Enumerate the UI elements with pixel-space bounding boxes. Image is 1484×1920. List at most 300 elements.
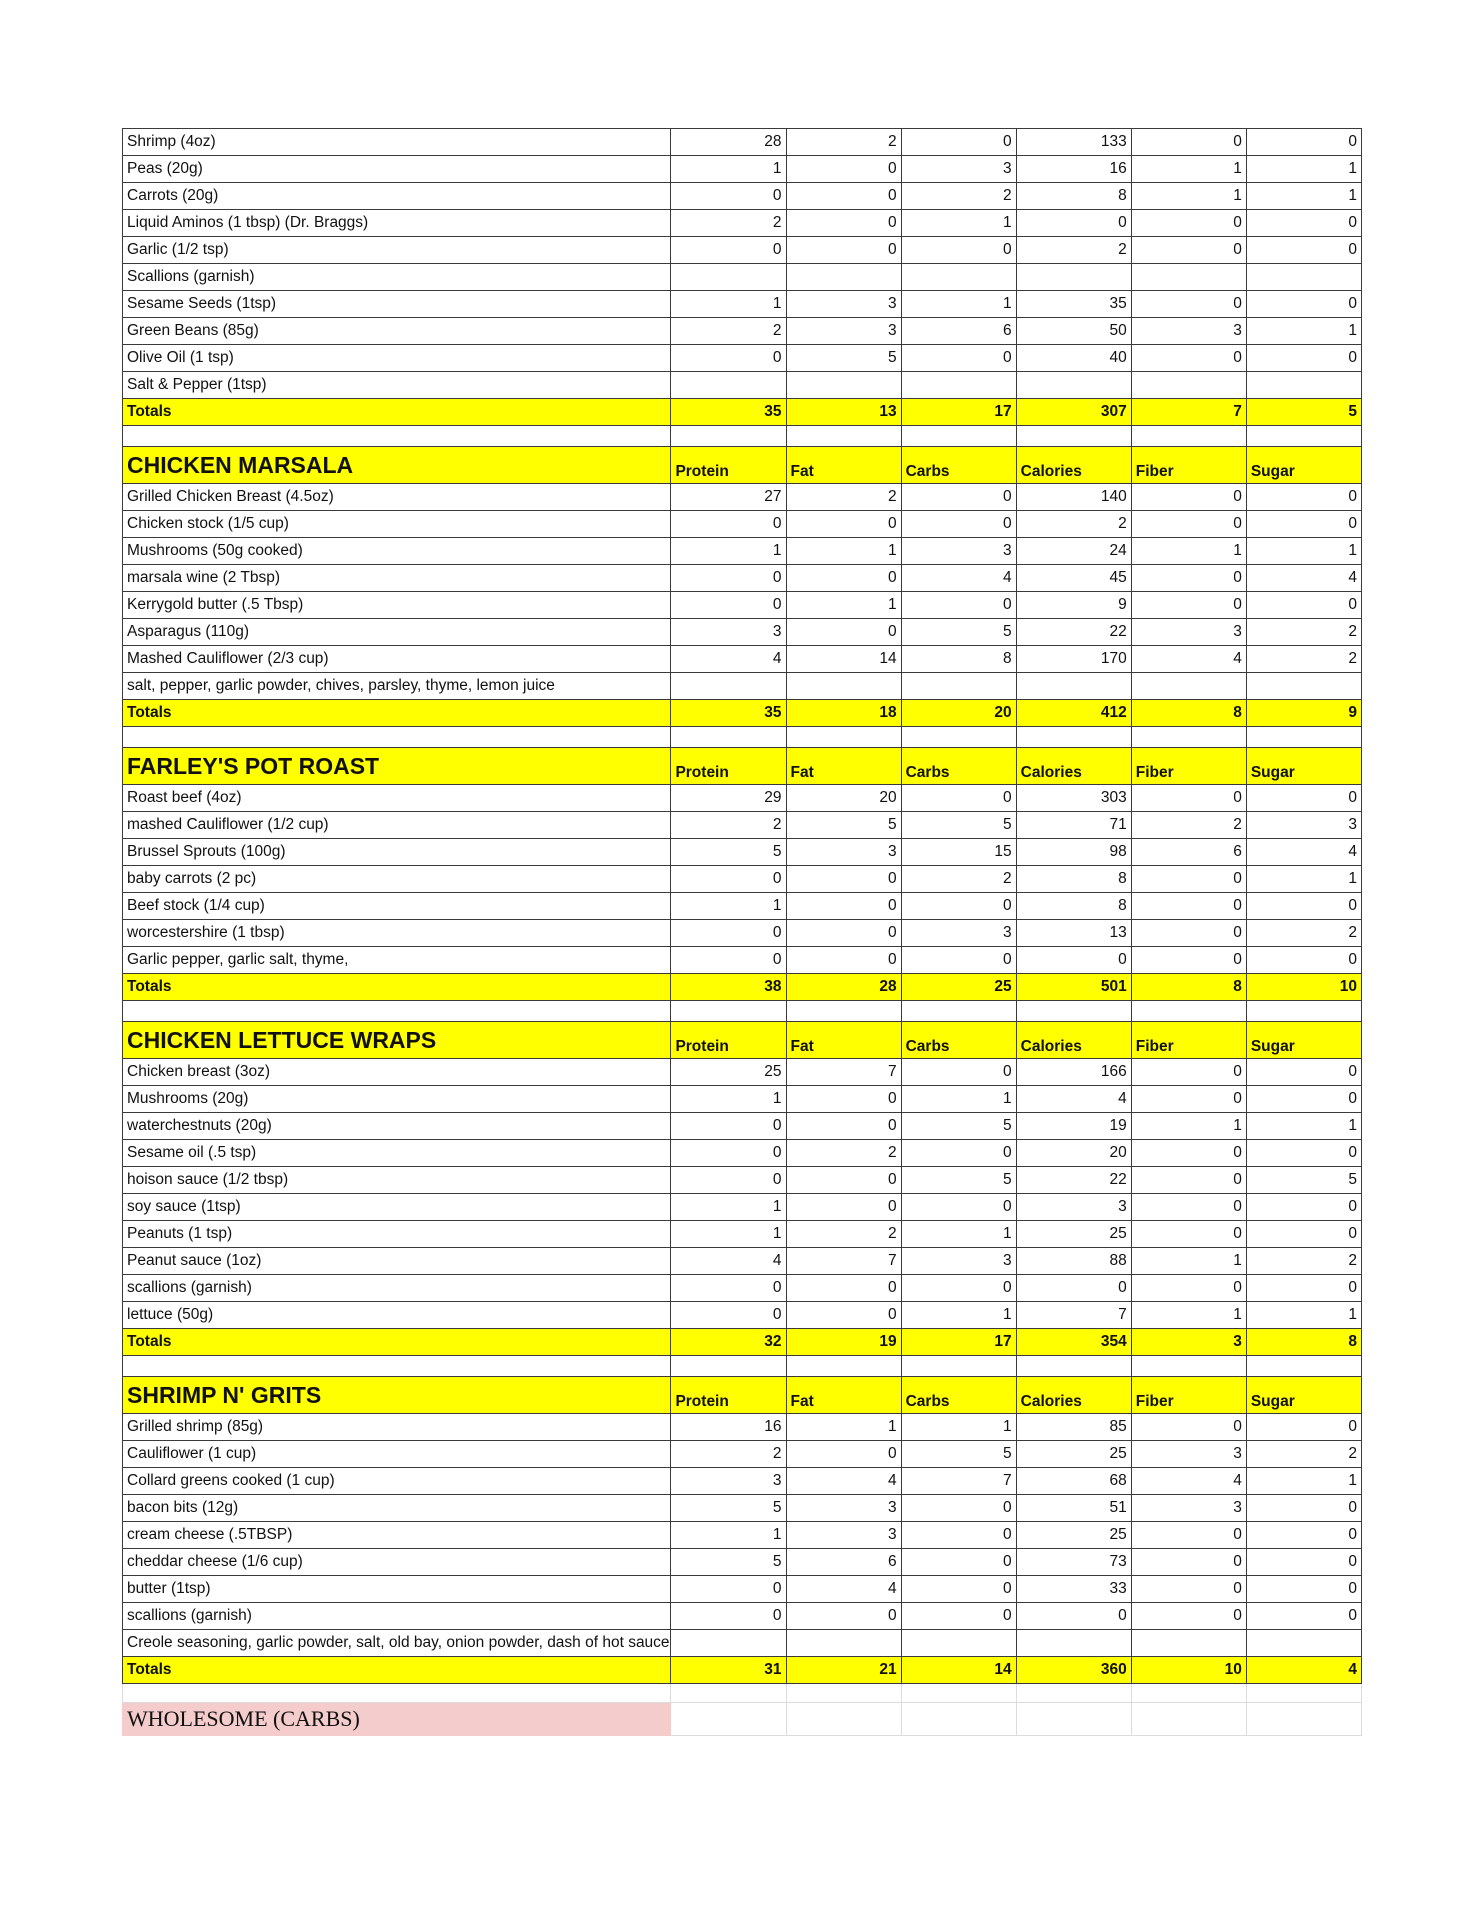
value-cell-sugar[interactable]: 1 — [1246, 183, 1361, 210]
value-cell-fiber[interactable]: 1 — [1131, 183, 1246, 210]
value-cell-sugar[interactable]: 0 — [1246, 1495, 1361, 1522]
value-cell-protein[interactable]: 29 — [671, 785, 786, 812]
column-header-fiber[interactable]: Fiber — [1131, 1377, 1246, 1414]
value-cell-carbs[interactable] — [901, 673, 1016, 700]
value-cell-carbs[interactable]: 0 — [901, 1059, 1016, 1086]
value-cell-fat[interactable]: 0 — [786, 156, 901, 183]
column-header-protein[interactable]: Protein — [671, 1377, 786, 1414]
ingredient-cell[interactable]: Garlic (1/2 tsp) — [123, 237, 671, 264]
value-cell-carbs[interactable]: 8 — [901, 646, 1016, 673]
total-cell-sugar[interactable]: 10 — [1246, 974, 1361, 1001]
value-cell-protein[interactable]: 0 — [671, 1140, 786, 1167]
ingredient-cell[interactable]: Brussel Sprouts (100g) — [123, 839, 671, 866]
value-cell-calories[interactable]: 40 — [1016, 345, 1131, 372]
value-cell-carbs[interactable]: 1 — [901, 1414, 1016, 1441]
value-cell-protein[interactable]: 0 — [671, 1167, 786, 1194]
value-cell-protein[interactable]: 5 — [671, 1495, 786, 1522]
column-header-calories[interactable]: Calories — [1016, 1022, 1131, 1059]
value-cell-calories[interactable]: 25 — [1016, 1441, 1131, 1468]
value-cell-protein[interactable] — [671, 1630, 786, 1657]
value-cell-fiber[interactable]: 0 — [1131, 1059, 1246, 1086]
value-cell-protein[interactable]: 1 — [671, 1522, 786, 1549]
empty-cell[interactable] — [786, 426, 901, 447]
empty-cell[interactable] — [1131, 1703, 1246, 1736]
empty-cell[interactable] — [786, 727, 901, 748]
ingredient-cell[interactable]: Asparagus (110g) — [123, 619, 671, 646]
value-cell-calories[interactable]: 0 — [1016, 1275, 1131, 1302]
value-cell-fiber[interactable]: 0 — [1131, 1414, 1246, 1441]
column-header-fiber[interactable]: Fiber — [1131, 748, 1246, 785]
value-cell-protein[interactable]: 0 — [671, 920, 786, 947]
total-cell-fat[interactable]: 28 — [786, 974, 901, 1001]
ingredient-cell[interactable]: cream cheese (.5TBSP) — [123, 1522, 671, 1549]
value-cell-sugar[interactable]: 0 — [1246, 484, 1361, 511]
value-cell-sugar[interactable]: 0 — [1246, 511, 1361, 538]
empty-cell[interactable] — [1246, 1001, 1361, 1022]
value-cell-calories[interactable]: 133 — [1016, 129, 1131, 156]
empty-cell[interactable] — [671, 727, 786, 748]
value-cell-carbs[interactable]: 0 — [901, 893, 1016, 920]
ingredient-cell[interactable]: Garlic pepper, garlic salt, thyme, — [123, 947, 671, 974]
total-cell-fiber[interactable]: 3 — [1131, 1329, 1246, 1356]
value-cell-protein[interactable]: 3 — [671, 619, 786, 646]
total-cell-fat[interactable]: 18 — [786, 700, 901, 727]
empty-cell[interactable] — [1246, 1684, 1361, 1703]
value-cell-carbs[interactable]: 1 — [901, 1302, 1016, 1329]
value-cell-sugar[interactable]: 2 — [1246, 646, 1361, 673]
value-cell-protein[interactable]: 0 — [671, 565, 786, 592]
value-cell-calories[interactable]: 140 — [1016, 484, 1131, 511]
empty-cell[interactable] — [1246, 727, 1361, 748]
value-cell-carbs[interactable]: 7 — [901, 1468, 1016, 1495]
value-cell-sugar[interactable]: 4 — [1246, 839, 1361, 866]
total-cell-carbs[interactable]: 14 — [901, 1657, 1016, 1684]
ingredient-cell[interactable]: butter (1tsp) — [123, 1576, 671, 1603]
value-cell-sugar[interactable]: 0 — [1246, 1059, 1361, 1086]
value-cell-fiber[interactable]: 4 — [1131, 1468, 1246, 1495]
value-cell-fiber[interactable]: 4 — [1131, 646, 1246, 673]
value-cell-fiber[interactable]: 0 — [1131, 592, 1246, 619]
value-cell-protein[interactable]: 2 — [671, 1441, 786, 1468]
value-cell-fiber[interactable]: 1 — [1131, 538, 1246, 565]
totals-label[interactable]: Totals — [123, 399, 671, 426]
value-cell-protein[interactable]: 1 — [671, 893, 786, 920]
value-cell-fiber[interactable]: 1 — [1131, 156, 1246, 183]
column-header-fat[interactable]: Fat — [786, 748, 901, 785]
value-cell-carbs[interactable]: 1 — [901, 1221, 1016, 1248]
ingredient-cell[interactable]: Liquid Aminos (1 tbsp) (Dr. Braggs) — [123, 210, 671, 237]
value-cell-protein[interactable]: 1 — [671, 1221, 786, 1248]
value-cell-protein[interactable]: 5 — [671, 839, 786, 866]
value-cell-carbs[interactable]: 0 — [901, 1495, 1016, 1522]
category-label[interactable]: WHOLESOME (CARBS) — [123, 1703, 671, 1736]
value-cell-fiber[interactable]: 0 — [1131, 1140, 1246, 1167]
value-cell-fiber[interactable] — [1131, 372, 1246, 399]
value-cell-calories[interactable]: 35 — [1016, 291, 1131, 318]
column-header-protein[interactable]: Protein — [671, 748, 786, 785]
value-cell-calories[interactable] — [1016, 673, 1131, 700]
value-cell-carbs[interactable]: 0 — [901, 1576, 1016, 1603]
total-cell-sugar[interactable]: 9 — [1246, 700, 1361, 727]
value-cell-sugar[interactable]: 0 — [1246, 947, 1361, 974]
value-cell-calories[interactable]: 0 — [1016, 210, 1131, 237]
value-cell-sugar[interactable]: 3 — [1246, 812, 1361, 839]
value-cell-sugar[interactable]: 2 — [1246, 619, 1361, 646]
value-cell-carbs[interactable]: 2 — [901, 183, 1016, 210]
value-cell-protein[interactable]: 1 — [671, 156, 786, 183]
value-cell-protein[interactable]: 0 — [671, 1603, 786, 1630]
value-cell-carbs[interactable]: 0 — [901, 484, 1016, 511]
value-cell-fiber[interactable]: 0 — [1131, 129, 1246, 156]
value-cell-protein[interactable]: 25 — [671, 1059, 786, 1086]
value-cell-calories[interactable]: 73 — [1016, 1549, 1131, 1576]
value-cell-fat[interactable]: 4 — [786, 1468, 901, 1495]
value-cell-carbs[interactable]: 0 — [901, 129, 1016, 156]
value-cell-fiber[interactable]: 0 — [1131, 237, 1246, 264]
empty-cell[interactable] — [123, 1001, 671, 1022]
value-cell-protein[interactable]: 5 — [671, 1549, 786, 1576]
value-cell-fiber[interactable]: 0 — [1131, 1576, 1246, 1603]
value-cell-sugar[interactable]: 1 — [1246, 1468, 1361, 1495]
value-cell-carbs[interactable]: 2 — [901, 866, 1016, 893]
value-cell-fiber[interactable]: 0 — [1131, 210, 1246, 237]
value-cell-calories[interactable]: 22 — [1016, 619, 1131, 646]
value-cell-carbs[interactable]: 0 — [901, 511, 1016, 538]
value-cell-carbs[interactable]: 0 — [901, 592, 1016, 619]
ingredient-cell[interactable]: Kerrygold butter (.5 Tbsp) — [123, 592, 671, 619]
value-cell-fiber[interactable]: 0 — [1131, 1549, 1246, 1576]
value-cell-fiber[interactable]: 0 — [1131, 1167, 1246, 1194]
value-cell-carbs[interactable] — [901, 1630, 1016, 1657]
value-cell-fiber[interactable]: 1 — [1131, 1248, 1246, 1275]
value-cell-fat[interactable]: 14 — [786, 646, 901, 673]
value-cell-fat[interactable]: 2 — [786, 129, 901, 156]
ingredient-cell[interactable]: Grilled shrimp (85g) — [123, 1414, 671, 1441]
value-cell-fiber[interactable]: 3 — [1131, 1495, 1246, 1522]
column-header-calories[interactable]: Calories — [1016, 748, 1131, 785]
value-cell-protein[interactable]: 4 — [671, 1248, 786, 1275]
value-cell-sugar[interactable]: 0 — [1246, 893, 1361, 920]
total-cell-fiber[interactable]: 8 — [1131, 700, 1246, 727]
column-header-carbs[interactable]: Carbs — [901, 1377, 1016, 1414]
empty-cell[interactable] — [1016, 1356, 1131, 1377]
total-cell-fat[interactable]: 19 — [786, 1329, 901, 1356]
ingredient-cell[interactable]: Carrots (20g) — [123, 183, 671, 210]
value-cell-sugar[interactable]: 0 — [1246, 1522, 1361, 1549]
value-cell-carbs[interactable]: 3 — [901, 920, 1016, 947]
total-cell-sugar[interactable]: 5 — [1246, 399, 1361, 426]
ingredient-cell[interactable]: Salt & Pepper (1tsp) — [123, 372, 671, 399]
totals-label[interactable]: Totals — [123, 974, 671, 1001]
value-cell-fat[interactable] — [786, 372, 901, 399]
value-cell-fat[interactable]: 5 — [786, 345, 901, 372]
value-cell-fat[interactable]: 1 — [786, 538, 901, 565]
empty-cell[interactable] — [786, 1703, 901, 1736]
ingredient-cell[interactable]: Olive Oil (1 tsp) — [123, 345, 671, 372]
value-cell-fat[interactable]: 0 — [786, 920, 901, 947]
value-cell-protein[interactable] — [671, 264, 786, 291]
empty-cell[interactable] — [901, 426, 1016, 447]
total-cell-sugar[interactable]: 8 — [1246, 1329, 1361, 1356]
value-cell-carbs[interactable] — [901, 264, 1016, 291]
value-cell-fat[interactable]: 20 — [786, 785, 901, 812]
total-cell-fiber[interactable]: 8 — [1131, 974, 1246, 1001]
value-cell-fat[interactable]: 0 — [786, 1302, 901, 1329]
value-cell-carbs[interactable]: 0 — [901, 1194, 1016, 1221]
ingredient-cell[interactable]: Scallions (garnish) — [123, 264, 671, 291]
column-header-fat[interactable]: Fat — [786, 1377, 901, 1414]
value-cell-fat[interactable]: 1 — [786, 1414, 901, 1441]
total-cell-carbs[interactable]: 25 — [901, 974, 1016, 1001]
value-cell-calories[interactable]: 20 — [1016, 1140, 1131, 1167]
value-cell-fiber[interactable]: 3 — [1131, 1441, 1246, 1468]
empty-cell[interactable] — [1016, 727, 1131, 748]
value-cell-fat[interactable]: 0 — [786, 511, 901, 538]
value-cell-fat[interactable]: 0 — [786, 237, 901, 264]
value-cell-sugar[interactable]: 0 — [1246, 1140, 1361, 1167]
value-cell-fat[interactable]: 0 — [786, 947, 901, 974]
value-cell-fat[interactable]: 7 — [786, 1248, 901, 1275]
empty-cell[interactable] — [1131, 1356, 1246, 1377]
total-cell-carbs[interactable]: 17 — [901, 1329, 1016, 1356]
value-cell-calories[interactable]: 16 — [1016, 156, 1131, 183]
ingredient-cell[interactable]: Mushrooms (20g) — [123, 1086, 671, 1113]
value-cell-fiber[interactable] — [1131, 1630, 1246, 1657]
value-cell-carbs[interactable]: 5 — [901, 1167, 1016, 1194]
empty-cell[interactable] — [901, 727, 1016, 748]
value-cell-fiber[interactable]: 3 — [1131, 318, 1246, 345]
value-cell-carbs[interactable] — [901, 372, 1016, 399]
column-header-sugar[interactable]: Sugar — [1246, 447, 1361, 484]
value-cell-sugar[interactable]: 0 — [1246, 129, 1361, 156]
value-cell-carbs[interactable]: 1 — [901, 210, 1016, 237]
value-cell-fiber[interactable]: 0 — [1131, 345, 1246, 372]
value-cell-fiber[interactable]: 0 — [1131, 291, 1246, 318]
value-cell-calories[interactable]: 22 — [1016, 1167, 1131, 1194]
value-cell-calories[interactable]: 24 — [1016, 538, 1131, 565]
value-cell-fat[interactable]: 0 — [786, 866, 901, 893]
empty-cell[interactable] — [1016, 1684, 1131, 1703]
column-header-fiber[interactable]: Fiber — [1131, 1022, 1246, 1059]
value-cell-sugar[interactable]: 5 — [1246, 1167, 1361, 1194]
total-cell-fat[interactable]: 13 — [786, 399, 901, 426]
column-header-calories[interactable]: Calories — [1016, 1377, 1131, 1414]
ingredient-cell[interactable]: soy sauce (1tsp) — [123, 1194, 671, 1221]
value-cell-sugar[interactable]: 0 — [1246, 592, 1361, 619]
value-cell-carbs[interactable]: 0 — [901, 345, 1016, 372]
value-cell-carbs[interactable]: 4 — [901, 565, 1016, 592]
value-cell-calories[interactable]: 8 — [1016, 893, 1131, 920]
value-cell-calories[interactable] — [1016, 1630, 1131, 1657]
value-cell-carbs[interactable]: 3 — [901, 1248, 1016, 1275]
value-cell-carbs[interactable]: 6 — [901, 318, 1016, 345]
ingredient-cell[interactable]: Chicken stock (1/5 cup) — [123, 511, 671, 538]
ingredient-cell[interactable]: baby carrots (2 pc) — [123, 866, 671, 893]
section-title[interactable]: CHICKEN LETTUCE WRAPS — [123, 1022, 671, 1059]
value-cell-carbs[interactable]: 0 — [901, 1603, 1016, 1630]
ingredient-cell[interactable]: Roast beef (4oz) — [123, 785, 671, 812]
value-cell-calories[interactable] — [1016, 372, 1131, 399]
total-cell-calories[interactable]: 412 — [1016, 700, 1131, 727]
value-cell-sugar[interactable]: 0 — [1246, 1275, 1361, 1302]
value-cell-calories[interactable]: 33 — [1016, 1576, 1131, 1603]
ingredient-cell[interactable]: Creole seasoning, garlic powder, salt, old bay, onion powder, dash of hot sauce — [123, 1630, 671, 1657]
value-cell-sugar[interactable]: 0 — [1246, 1086, 1361, 1113]
total-cell-protein[interactable]: 35 — [671, 700, 786, 727]
value-cell-protein[interactable]: 0 — [671, 947, 786, 974]
value-cell-protein[interactable]: 1 — [671, 1086, 786, 1113]
value-cell-carbs[interactable]: 0 — [901, 1549, 1016, 1576]
total-cell-fiber[interactable]: 7 — [1131, 399, 1246, 426]
value-cell-sugar[interactable] — [1246, 372, 1361, 399]
value-cell-protein[interactable]: 0 — [671, 866, 786, 893]
value-cell-sugar[interactable]: 2 — [1246, 920, 1361, 947]
value-cell-calories[interactable]: 19 — [1016, 1113, 1131, 1140]
empty-cell[interactable] — [1131, 1001, 1246, 1022]
column-header-protein[interactable]: Protein — [671, 1022, 786, 1059]
value-cell-fiber[interactable]: 0 — [1131, 1603, 1246, 1630]
ingredient-cell[interactable]: Collard greens cooked (1 cup) — [123, 1468, 671, 1495]
value-cell-protein[interactable]: 16 — [671, 1414, 786, 1441]
value-cell-sugar[interactable]: 0 — [1246, 210, 1361, 237]
value-cell-protein[interactable]: 27 — [671, 484, 786, 511]
ingredient-cell[interactable]: Mashed Cauliflower (2/3 cup) — [123, 646, 671, 673]
value-cell-protein[interactable]: 0 — [671, 1576, 786, 1603]
value-cell-carbs[interactable]: 0 — [901, 785, 1016, 812]
value-cell-calories[interactable]: 9 — [1016, 592, 1131, 619]
value-cell-carbs[interactable]: 5 — [901, 619, 1016, 646]
value-cell-protein[interactable]: 2 — [671, 812, 786, 839]
value-cell-protein[interactable]: 0 — [671, 511, 786, 538]
empty-cell[interactable] — [1131, 727, 1246, 748]
value-cell-sugar[interactable] — [1246, 264, 1361, 291]
totals-label[interactable]: Totals — [123, 700, 671, 727]
ingredient-cell[interactable]: bacon bits (12g) — [123, 1495, 671, 1522]
value-cell-sugar[interactable]: 0 — [1246, 1221, 1361, 1248]
value-cell-fiber[interactable]: 6 — [1131, 839, 1246, 866]
value-cell-protein[interactable]: 4 — [671, 646, 786, 673]
value-cell-carbs[interactable]: 0 — [901, 1140, 1016, 1167]
value-cell-calories[interactable]: 25 — [1016, 1522, 1131, 1549]
value-cell-carbs[interactable]: 0 — [901, 947, 1016, 974]
value-cell-calories[interactable]: 303 — [1016, 785, 1131, 812]
totals-label[interactable]: Totals — [123, 1657, 671, 1684]
value-cell-protein[interactable]: 0 — [671, 183, 786, 210]
empty-cell[interactable] — [901, 1684, 1016, 1703]
value-cell-fat[interactable] — [786, 673, 901, 700]
empty-cell[interactable] — [671, 1001, 786, 1022]
column-header-protein[interactable]: Protein — [671, 447, 786, 484]
value-cell-carbs[interactable]: 0 — [901, 1522, 1016, 1549]
value-cell-protein[interactable]: 2 — [671, 318, 786, 345]
empty-cell[interactable] — [123, 1356, 671, 1377]
value-cell-fat[interactable]: 5 — [786, 812, 901, 839]
value-cell-fat[interactable]: 0 — [786, 1275, 901, 1302]
total-cell-protein[interactable]: 31 — [671, 1657, 786, 1684]
value-cell-sugar[interactable]: 1 — [1246, 1113, 1361, 1140]
value-cell-calories[interactable]: 50 — [1016, 318, 1131, 345]
value-cell-fiber[interactable]: 0 — [1131, 484, 1246, 511]
ingredient-cell[interactable]: worcestershire (1 tbsp) — [123, 920, 671, 947]
value-cell-protein[interactable]: 2 — [671, 210, 786, 237]
total-cell-protein[interactable]: 32 — [671, 1329, 786, 1356]
ingredient-cell[interactable]: Peanut sauce (1oz) — [123, 1248, 671, 1275]
value-cell-fat[interactable]: 3 — [786, 839, 901, 866]
total-cell-protein[interactable]: 38 — [671, 974, 786, 1001]
value-cell-protein[interactable]: 28 — [671, 129, 786, 156]
value-cell-sugar[interactable] — [1246, 1630, 1361, 1657]
total-cell-calories[interactable]: 360 — [1016, 1657, 1131, 1684]
ingredient-cell[interactable]: Sesame Seeds (1tsp) — [123, 291, 671, 318]
value-cell-fiber[interactable]: 0 — [1131, 1275, 1246, 1302]
value-cell-fiber[interactable]: 0 — [1131, 920, 1246, 947]
empty-cell[interactable] — [1131, 1684, 1246, 1703]
value-cell-sugar[interactable]: 0 — [1246, 1414, 1361, 1441]
ingredient-cell[interactable]: lettuce (50g) — [123, 1302, 671, 1329]
value-cell-calories[interactable]: 98 — [1016, 839, 1131, 866]
value-cell-protein[interactable]: 1 — [671, 538, 786, 565]
value-cell-fat[interactable]: 6 — [786, 1549, 901, 1576]
value-cell-sugar[interactable]: 1 — [1246, 866, 1361, 893]
empty-cell[interactable] — [901, 1001, 1016, 1022]
value-cell-fat[interactable]: 0 — [786, 1086, 901, 1113]
totals-label[interactable]: Totals — [123, 1329, 671, 1356]
total-cell-fat[interactable]: 21 — [786, 1657, 901, 1684]
value-cell-fiber[interactable]: 3 — [1131, 619, 1246, 646]
value-cell-fiber[interactable]: 0 — [1131, 785, 1246, 812]
total-cell-calories[interactable]: 501 — [1016, 974, 1131, 1001]
empty-cell[interactable] — [1016, 1703, 1131, 1736]
column-header-fiber[interactable]: Fiber — [1131, 447, 1246, 484]
value-cell-sugar[interactable]: 2 — [1246, 1441, 1361, 1468]
total-cell-fiber[interactable]: 10 — [1131, 1657, 1246, 1684]
value-cell-fiber[interactable]: 1 — [1131, 1302, 1246, 1329]
value-cell-protein[interactable]: 1 — [671, 1194, 786, 1221]
value-cell-protein[interactable]: 0 — [671, 592, 786, 619]
ingredient-cell[interactable]: Shrimp (4oz) — [123, 129, 671, 156]
value-cell-fat[interactable]: 2 — [786, 1221, 901, 1248]
empty-cell[interactable] — [671, 426, 786, 447]
ingredient-cell[interactable]: Beef stock (1/4 cup) — [123, 893, 671, 920]
value-cell-calories[interactable]: 2 — [1016, 237, 1131, 264]
total-cell-carbs[interactable]: 20 — [901, 700, 1016, 727]
value-cell-fiber[interactable]: 0 — [1131, 1194, 1246, 1221]
value-cell-calories[interactable]: 71 — [1016, 812, 1131, 839]
column-header-carbs[interactable]: Carbs — [901, 748, 1016, 785]
value-cell-fiber[interactable]: 2 — [1131, 812, 1246, 839]
value-cell-fat[interactable] — [786, 1630, 901, 1657]
column-header-fat[interactable]: Fat — [786, 447, 901, 484]
section-title[interactable]: CHICKEN MARSALA — [123, 447, 671, 484]
section-title[interactable]: FARLEY'S POT ROAST — [123, 748, 671, 785]
value-cell-fat[interactable]: 0 — [786, 565, 901, 592]
ingredient-cell[interactable]: mashed Cauliflower (1/2 cup) — [123, 812, 671, 839]
value-cell-sugar[interactable]: 0 — [1246, 1549, 1361, 1576]
value-cell-calories[interactable]: 170 — [1016, 646, 1131, 673]
value-cell-carbs[interactable]: 0 — [901, 237, 1016, 264]
empty-cell[interactable] — [671, 1684, 786, 1703]
empty-cell[interactable] — [1016, 1001, 1131, 1022]
empty-cell[interactable] — [123, 426, 671, 447]
value-cell-fat[interactable]: 0 — [786, 210, 901, 237]
value-cell-sugar[interactable]: 1 — [1246, 318, 1361, 345]
value-cell-calories[interactable]: 13 — [1016, 920, 1131, 947]
value-cell-fat[interactable]: 3 — [786, 1495, 901, 1522]
value-cell-calories[interactable] — [1016, 264, 1131, 291]
value-cell-fat[interactable]: 2 — [786, 1140, 901, 1167]
value-cell-fat[interactable]: 0 — [786, 619, 901, 646]
value-cell-protein[interactable]: 0 — [671, 345, 786, 372]
